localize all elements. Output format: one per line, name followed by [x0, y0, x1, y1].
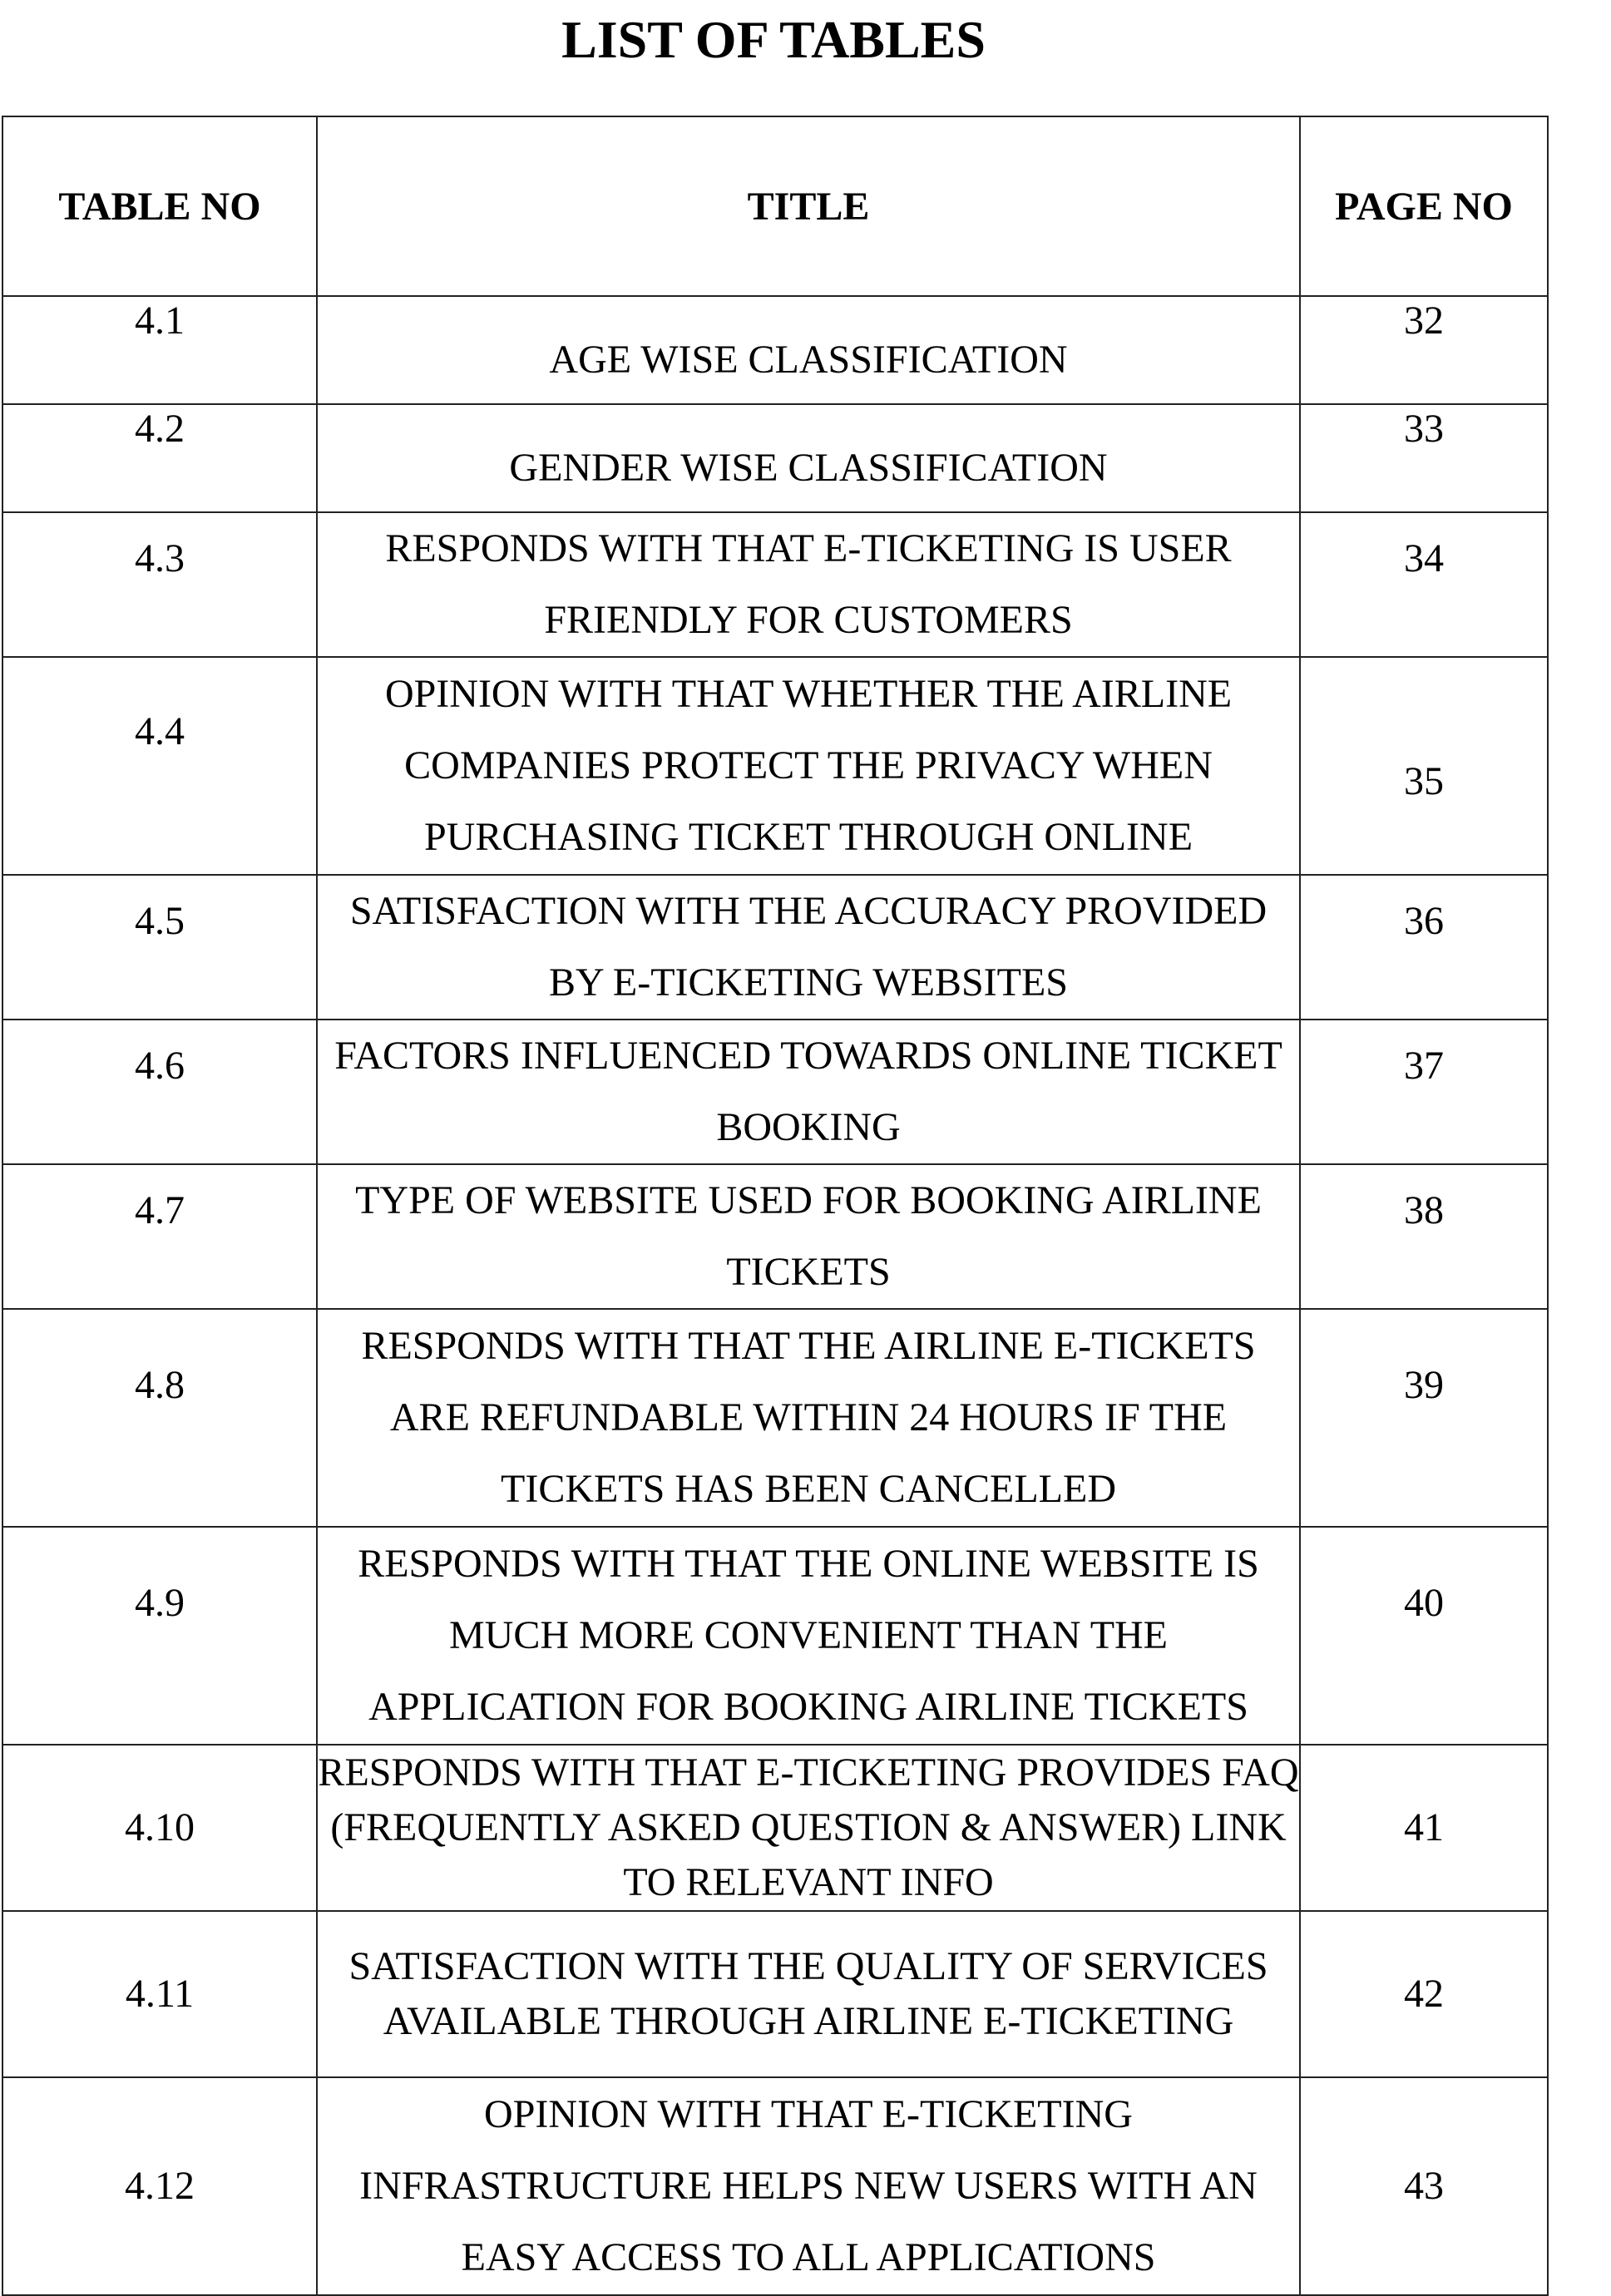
table-header-row	[2, 116, 1548, 296]
page-title: LIST OF TABLES	[561, 10, 986, 69]
table-title: RESPONDS WITH THAT THE ONLINE WEBSITE IS MUCH MORE CONVENIENT THAN THE APPLICATION FOR BOOKING AIRLINE TICKETS	[317, 1527, 1300, 1745]
table-number: 4.12	[2, 2077, 317, 2295]
table-title: SATISFACTION WITH THE QUALITY OF SERVICES AVAILABLE THROUGH AIRLINE E-TICKETING	[317, 1911, 1300, 2077]
table-row	[2, 1164, 1548, 1309]
header-title: TITLE	[317, 116, 1300, 296]
table-number: 4.10	[2, 1745, 317, 1911]
table-title: AGE WISE CLASSIFICATION	[317, 296, 1300, 404]
table-number: 4.8	[2, 1309, 317, 1527]
page-number: 32	[1300, 296, 1548, 404]
page-number: 38	[1300, 1164, 1548, 1309]
table-row	[2, 404, 1548, 512]
page-number: 43	[1300, 2077, 1548, 2295]
table-number: 4.7	[2, 1164, 317, 1309]
table-row	[2, 1309, 1548, 1527]
table-title: RESPONDS WITH THAT E-TICKETING IS USER FRIENDLY FOR CUSTOMERS	[317, 512, 1300, 657]
table-number: 4.9	[2, 1527, 317, 1745]
table-number: 4.3	[2, 512, 317, 657]
page-number: 40	[1300, 1527, 1548, 1745]
table-row	[2, 1745, 1548, 1911]
table-number: 4.1	[2, 296, 317, 404]
table-title: OPINION WITH THAT E-TICKETING INFRASTRUCTURE HELPS NEW USERS WITH AN EASY ACCESS TO ALL APPLICATIONS	[317, 2077, 1300, 2295]
table-row	[2, 512, 1548, 657]
page-number: 41	[1300, 1745, 1548, 1911]
table-title: FACTORS INFLUENCED TOWARDS ONLINE TICKET BOOKING	[317, 1020, 1300, 1164]
table-row	[2, 1020, 1548, 1164]
header-table-no: TABLE NO	[2, 116, 317, 296]
page-number: 42	[1300, 1911, 1548, 2077]
page-number: 34	[1300, 512, 1548, 657]
table-number: 4.6	[2, 1020, 317, 1164]
table-row	[2, 1911, 1548, 2077]
table-title: TYPE OF WEBSITE USED FOR BOOKING AIRLINE TICKETS	[317, 1164, 1300, 1309]
list-of-tables	[2, 116, 1549, 2296]
table-title: SATISFACTION WITH THE ACCURACY PROVIDED BY E-TICKETING WEBSITES	[317, 875, 1300, 1020]
page-number: 39	[1300, 1309, 1548, 1527]
table-row	[2, 875, 1548, 1020]
table-row	[2, 657, 1548, 875]
table-row	[2, 1527, 1548, 1745]
header-page-no: PAGE NO	[1300, 116, 1548, 296]
table-number: 4.5	[2, 875, 317, 1020]
table-title: RESPONDS WITH THAT THE AIRLINE E-TICKETS ARE REFUNDABLE WITHIN 24 HOURS IF THE TICKETS HAS BEEN CANCELLED	[317, 1309, 1300, 1527]
table-number: 4.4	[2, 657, 317, 875]
page-number: 37	[1300, 1020, 1548, 1164]
table-title: OPINION WITH THAT WHETHER THE AIRLINE COMPANIES PROTECT THE PRIVACY WHEN PURCHASING TICKET THROUGH ONLINE	[317, 657, 1300, 875]
table-title: RESPONDS WITH THAT E-TICKETING PROVIDES FAQ (FREQUENTLY ASKED QUESTION & ANSWER) LINK TO RELEVANT INFO	[317, 1745, 1300, 1911]
table-row	[2, 296, 1548, 404]
page-number: 35	[1300, 657, 1548, 875]
table-row	[2, 2077, 1548, 2295]
page-number: 33	[1300, 404, 1548, 512]
page-number: 36	[1300, 875, 1548, 1020]
table-number: 4.2	[2, 404, 317, 512]
table-number: 4.11	[2, 1911, 317, 2077]
table-title: GENDER WISE CLASSIFICATION	[317, 404, 1300, 512]
